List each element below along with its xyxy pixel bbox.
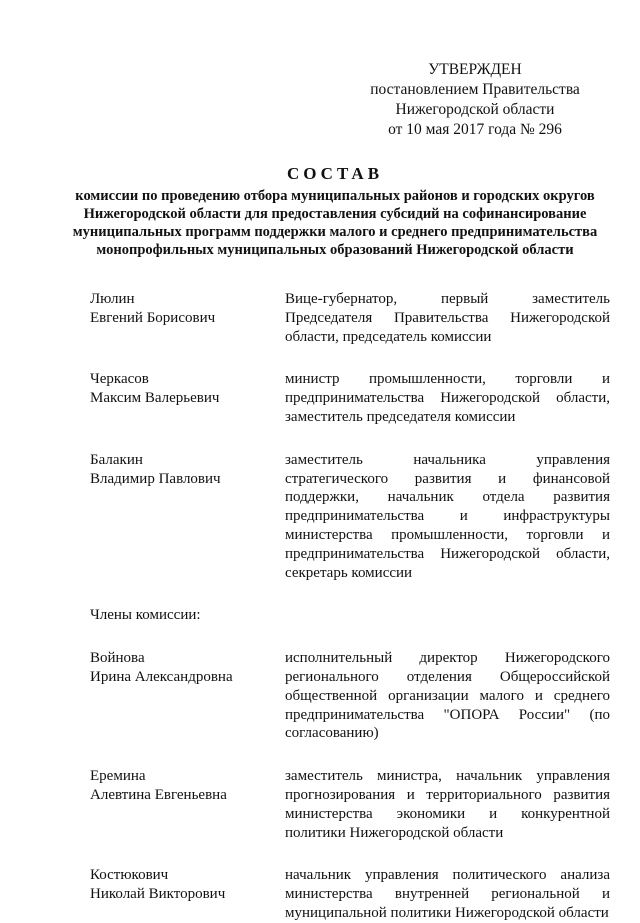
approval-line: постановлением Правительства xyxy=(370,81,580,98)
approval-stamp-block xyxy=(360,60,590,140)
approval-line: Нижегородской области xyxy=(395,101,555,118)
member-row xyxy=(90,290,610,346)
commission-list xyxy=(90,290,610,923)
member-role: начальник управления политического анализа министерства внутренней региональной и муниципальной политики Нижегородской области xyxy=(285,867,610,921)
member-given-name: Ирина Александровна xyxy=(90,668,233,685)
document-subtitle: комиссии по проведению отбора муниципальных районов и городских округов Нижегородской области для предоставления субсидий на софинансирование муниципальных программ поддержки малого и среднего предпринимательства монопрофильных муниципальных образований Нижегородской области xyxy=(72,188,598,258)
approval-heading: УТВЕРЖДЕН xyxy=(428,61,522,78)
document-title: СОСТАВ xyxy=(286,164,384,183)
member-name xyxy=(90,370,285,426)
member-surname: Черкасов xyxy=(90,371,149,388)
member-name xyxy=(90,866,285,922)
member-surname: Войнова xyxy=(90,650,145,667)
member-surname: Еремина xyxy=(90,768,146,785)
member-row xyxy=(90,451,610,583)
member-name xyxy=(90,649,285,743)
member-surname: Балакин xyxy=(90,451,143,468)
member-role: Вице-губернатор, первый заместитель Председателя Правительства Нижегородской области, председатель комиссии xyxy=(285,291,610,345)
member-surname: Люлин xyxy=(90,291,135,307)
member-given-name: Николай Викторович xyxy=(90,886,226,903)
member-given-name: Владимир Павлович xyxy=(90,470,221,487)
members-section-label: Члены комиссии: xyxy=(90,607,201,624)
title-block xyxy=(70,163,600,259)
member-name xyxy=(90,290,285,346)
member-row xyxy=(90,370,610,426)
member-surname: Костюкович xyxy=(90,867,169,884)
member-row xyxy=(90,649,610,743)
member-row xyxy=(90,767,610,842)
member-name xyxy=(90,451,285,583)
member-row xyxy=(90,866,610,922)
member-given-name: Максим Валерьевич xyxy=(90,390,220,407)
member-role: министр промышленности, торговли и предпринимательства Нижегородской области, заместитель председателя комиссии xyxy=(285,371,610,425)
member-role: заместитель начальника управления стратегического развития и финансовой поддержки, начальник отдела развития предпринимательства и инфраструктуры министерства промышленности, торговли и предпринимательства Нижегородской области, секретарь комиссии xyxy=(285,451,610,581)
approval-date: от 10 мая 2017 года № 296 xyxy=(388,121,562,138)
member-role: заместитель министра, начальник управления прогнозирования и территориального развития министерства экономики и конкурентной политики Нижегородской области xyxy=(285,768,610,841)
member-role: исполнительный директор Нижегородского регионального отделения Общероссийской общественной организации малого и среднего предпринимательства "ОПОРА России" (по согласованию) xyxy=(285,650,610,742)
member-name xyxy=(90,767,285,842)
member-given-name: Евгений Борисович xyxy=(90,309,216,326)
member-given-name: Алевтина Евгеньевна xyxy=(90,786,227,803)
